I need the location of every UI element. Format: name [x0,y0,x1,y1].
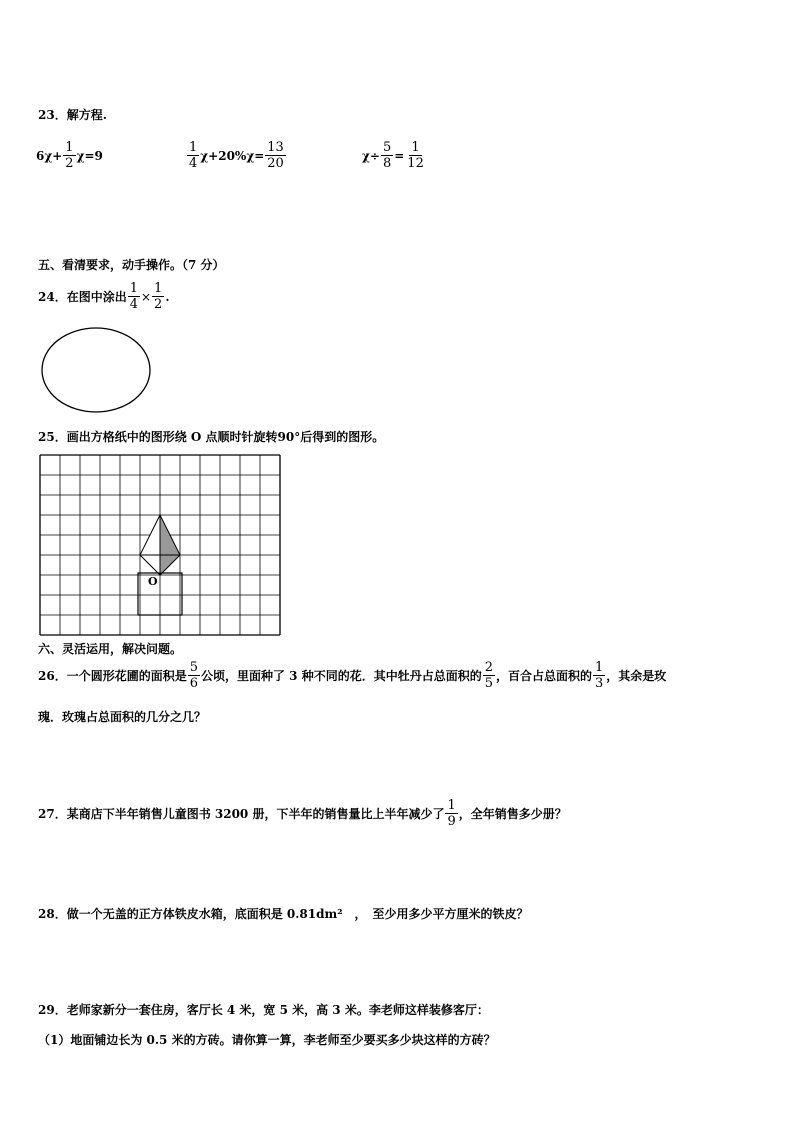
q27-fraction: $\frac{1}{9}$ [447,798,456,829]
q25-text: 25．画出方格纸中的图形绕 O 点顺时针旋转90°后得到的图形。 [38,430,385,444]
q26-part-2: 公顷，里面种了 3 种不同的花．其中牡丹占总面积的 [200,669,482,683]
q28-text: 28．做一个无盖的正方体铁皮水箱，底面积是 0.81dm² ， 至少用多少平方厘米的铁皮？ [38,907,529,921]
eq2-middle: χ+20%χ= [200,148,265,163]
eq3-fraction-1: $\frac{5}{8}$ [382,140,392,171]
q26-fraction-1: $\frac{5}{6}$ [189,660,198,691]
point-o-label: O [148,575,158,588]
q26-part-3: ，百合占总面积的 [495,669,592,683]
eq2-fraction-1: $\frac{1}{4}$ [189,140,198,171]
q26-fraction-3: $\frac{1}{3}$ [595,660,604,691]
q29-subquestion-1: （1）地面铺边长为 0.5 米的方砖。请你算一算，李老师至少要买多少块这样的方砖？ [38,1033,496,1047]
section-6-heading: 六、灵活运用，解决问题。 [38,642,183,656]
q24-fraction-1: $\frac{1}{4}$ [129,281,138,312]
section-5-heading: 五、看清要求，动手操作。（7 分） [38,258,225,272]
q27-text [38,798,567,829]
eq2-fraction-2: $\frac{13}{20}$ [267,140,284,171]
q26-line-1 [38,660,666,691]
q24-fraction-2: $\frac{1}{2}$ [154,281,163,312]
q26-part-4: ，其余是玫 [606,669,667,683]
q24-times: × [140,289,152,304]
eq3-fraction-2: $\frac{1}{12}$ [407,140,424,171]
unshaded-triangle [140,515,160,575]
q23-label: 23．解方程. [38,108,107,122]
eq1-fraction: $\frac{1}{2}$ [65,140,74,171]
q27-part-1: 27．某商店下半年销售儿童图书 3200 册，下半年的销售量比上半年减少了 [38,807,445,821]
q26-part-1: 26．一个圆形花圃的面积是 [38,669,187,683]
eq1-left: 6χ+ [36,148,63,163]
eq3-equals: = [394,148,405,163]
shaded-triangle [160,515,180,575]
q27-part-2: ，全年销售多少册？ [458,807,567,821]
q26-fraction-2: $\frac{2}{5}$ [484,660,493,691]
q24-prefix: 24．在图中涂出 [38,290,127,304]
q29-text: 29．老师家新分一套住房，客厅长 4 米，宽 5 米，高 3 米。李老师这样装修客厅： [38,1003,489,1017]
eq1-right: χ=9 [76,148,103,163]
eq3-left: χ÷ [362,148,380,163]
q26-line-2: 瑰．玫瑰占总面积的几分之几？ [38,710,207,724]
q24-suffix: . [165,289,170,304]
